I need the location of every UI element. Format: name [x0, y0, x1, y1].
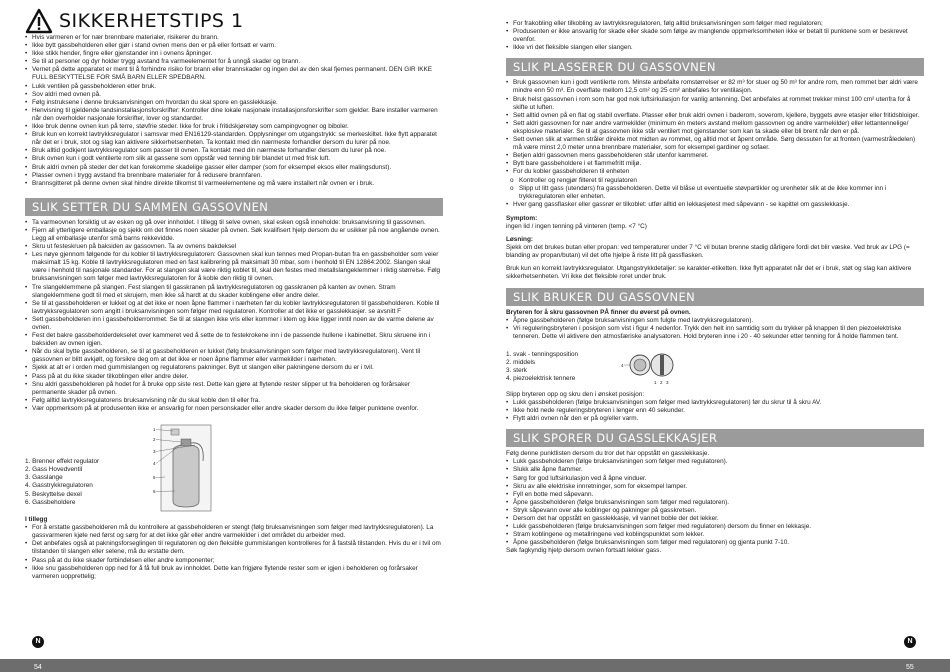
list-item: • For å erstatte gassbeholderen må du kontrollere at gassbeholderen er stengt (følg bruksanvisningen som følger med lavtrykksregulatoren). La gassvarmeren kjøle ned først og sørg for at det ikke går eller andre varmekilder i det området du arbeider med.	[25, 524, 443, 540]
solution-text: Sjekk om det brukes butan eller propan: ved temperaturer under 7 °C vil butan brenne stadig dårligere fordi det blir væske. Ved bruk av LPG (= blanding av propan/butan) vil det ofte hjelpe å riste litt på gassflasken.	[506, 244, 910, 260]
list-item: • Betjen aldri gassovnen mens gassbeholderen står utenfor kammeret.	[506, 152, 924, 160]
list-item: • Se til at gassbeholderen er lukket og at det ikke er noen åpne flammer i nærheten før du kobler lavtrykksregulatoren til gassbeholderen. Koble til lavtrykksregulatoren som angitt i bruksanvisningen som følger med regulatoren. Kontroller at det ikke er gasslekkasjer. se avsnitt F	[25, 300, 443, 316]
legend-item: 1. Brenner effekt regulator	[25, 457, 100, 465]
list-item: • Dersom det har oppstått en gasslekkasje, vil vannet boble der det lekker.	[506, 515, 924, 523]
list-item: • Vær oppmerksom på at produsenten ikke er ansvarlig for noen personskader eller andre skader dersom du ikke følger punktene ovenfor.	[25, 405, 443, 413]
list-item: • Bytt bare gassbeholdere i et flammefritt miljø.	[506, 160, 924, 168]
list-item: • Ta varmeovnen forsiktig ut av esken og gå over innholdet. I tillegg til selve ovnen, skal esken også inneholde: bruksanvisning til gassovnen.	[25, 219, 443, 227]
list-item: • Sov aldri med ovnen på.	[25, 91, 443, 99]
diagram-label-1: 1	[153, 427, 156, 433]
diagram-label-6: 6	[153, 489, 156, 495]
list-item: • Ikke bytt gassbeholderen eller gjør i stand ovnen mens den er på eller fortsatt er varm.	[25, 42, 443, 50]
list-item: • For frakobling eller tilkobling av lavtrykksregulatoren, følg alltid bruksanvisningen som følger med regulatoren;	[506, 20, 924, 28]
legend-item: 3. sterk	[506, 366, 527, 374]
list-item: • Se til at personer og dyr holder trygg avstand fra varmeelementet for å unngå skader og brann.	[25, 58, 443, 66]
knob-label-3: 3	[666, 379, 669, 385]
legend-item: 4. Gasstrykkregulatoren	[25, 482, 93, 490]
list-item: • Hvis varmeren er for nær brennbare materialer, risikerer du brann.	[25, 34, 443, 42]
addition-title: I tillegg	[25, 516, 48, 524]
list-item: • Ikke hold nede reguleringsbryteren i lenger enn 40 sekunder.	[506, 407, 924, 415]
list-item: • Bruk alltid godkjent lavtrykksregulator som passer til ovnen. Ta kontakt med din nærmeste forhandler dersom du lurer på noe.	[25, 147, 443, 155]
list-item: • Stryk såpevann over alle koblinger og pakninger på gasskretsen.	[506, 507, 924, 515]
list-item: • Stram koblingene og metallringene ved koblingspunktet som lekker.	[506, 531, 924, 539]
diagram-label-3: 3	[153, 449, 156, 455]
solution-text-2: Bruk kun en korrekt lavtrykksregulator. Utgangstrykkdetaljer: se karakter-etiketten. Ikke flytt apparatet når det er i bruk, støt og slag kan aktivere sikkerhetsenheten. Vri ikke det fleksible roret under bruk.	[506, 265, 912, 281]
diagram-label-2: 2	[153, 437, 156, 443]
warning-triangle-icon	[25, 8, 53, 34]
list-subitem: o Slipp ut litt gass (utendørs) fra gassbeholderen. Dette vil blåse ut eventuelle støvpartikler og urenheter slik at de ikke kommer inn i trykkregulatoren eller enheten.	[510, 185, 924, 201]
title-row	[25, 8, 443, 34]
list-item: • Vernet på dette apparatet er ment til å forhindre risiko for brann eller brannskader og ingen del av den skal fjernes permanent. DEN GIR IKKE FULL BESKYTTELSE FOR SMÅ BARN ELLER SPEDBARN.	[25, 66, 443, 82]
legend-item: 2. Gass Hovedventil	[25, 466, 83, 474]
list-item: • Produsenten er ikke ansvarlig for skade eller skade som følge av manglende oppmerksomheten ikke er betalt til punktene som er beskrevet ovenfor.	[506, 28, 924, 44]
legend-item: 3. Gasslange	[25, 474, 63, 482]
list-item: • Skru av alle elektriske innretninger, som for eksempel lamper.	[506, 483, 924, 491]
list-item: • Pass på at du ikke skader forbindelsen eller andre komponenter;	[25, 557, 443, 565]
list-item: • Plasser ovnen i trygg avstand fra brennbare materialer for å redusere brannfaren.	[25, 172, 443, 180]
list-item: • Sjekk at alt er i orden med gummislangen og regulatorens pakninger. Bytt ut slangen eller pakningene dersom du er i tvil.	[25, 364, 443, 372]
leak-intro: Følg denne punktlisten dersom du tror det har oppstått en gasslekkasje.	[506, 450, 710, 458]
legend-item: 4. piezoelektrisk tennere	[506, 375, 576, 383]
page-title: SIKKERHETSTIPS 1	[59, 10, 244, 32]
symptom-text: ingen lid / ingen tenning på vinteren (temp. <7 °C)	[506, 222, 647, 230]
list-item: • Sett alltid ovnen på en flat og stabil overflate. Plasser eller bruk aldri ovnen i baderom, soverom, kjellere, byggets øvre etasjer eller fritidsbloiger.	[506, 112, 924, 120]
diagram-label-4: 4	[153, 461, 156, 467]
list-item: • Bruk helst gassovnen i rom som har god nok luftsirkulasjon for vanlig antenning. Det anbefales at rommet trekker minst 100 cm² utenfra for å skifte ut luften.	[506, 96, 924, 112]
symptom-title: Symptom:	[506, 214, 538, 222]
section-header-placement: SLIK PLASSERER DU GASSOVNEN	[506, 58, 924, 76]
left-page	[25, 0, 443, 581]
list-item: • Lukk gassbeholderen (følge bruksanvisningen som følger med regulatoren) dersom du finner en lekkasje.	[506, 523, 924, 531]
right-page	[506, 0, 924, 556]
list-item: • Ikke stikk hender, fingre eller gjenstander inn i ovnens åpninger.	[25, 50, 443, 58]
knob-diagram-area	[506, 347, 924, 387]
list-item: • Fest det bakre gassbeholderdekselet over kammeret ved å sette de to festekrokene inn i de passende hullene i kabinettet. Skru skruene inn i baksiden av ovnen igjen.	[25, 332, 443, 348]
gas-bottle-diagram	[135, 421, 225, 513]
placement-list	[506, 79, 924, 209]
parts-legend	[25, 458, 135, 513]
leak-list	[506, 458, 924, 547]
footer-bar	[0, 659, 950, 672]
list-item: • Bruk kun en korrekt lavtrykksregulator i samsvar med EN16129-standarden. Opplysninger om utgangstrykk: se merkeskiltet. Ikke flytt apparatet når det er i bruk, stot og slag kan aktivere sikkerhetsenheten. Ta kontakt med din nærmeste forhandler dersom du lurer på noe.	[25, 131, 443, 147]
solution-title: Løsning:	[506, 236, 533, 244]
knob-legend	[506, 351, 618, 384]
list-item: • Pass på at du ikke skader tilkoblingen eller andre deler.	[25, 373, 443, 381]
list-item: • Flytt aldri ovnen når den er på og/eller varm.	[506, 415, 924, 423]
safety-list	[25, 34, 443, 188]
list-item: • Bruk ovnen kun i godt ventilerte rom slik at gassene som oppstår ved tenning blir blandet ut med frisk luft.	[25, 155, 443, 163]
list-item: • Bruk aldri ovnen på steder der det kan forekomme skadelige gasser eller damper (som for eksempel eksos eller malingsdunst).	[25, 164, 443, 172]
list-subitem: o Kontroller og rengjør filteret til regulatoren	[510, 177, 924, 185]
legend-item: 6. Gassbeholdere	[25, 498, 76, 506]
usage-intro: Bryteren for å skru gassovnen PÅ finner du øverst på ovnen.	[506, 308, 691, 316]
knob-label-2: 2	[660, 379, 663, 385]
legend-item: 5. Beskyttelse dexel	[25, 490, 82, 498]
list-item: • Vri reguleringsbryteren i posisjon som vist i figur 4 nedenfor. Trykk den helt inn samtidig som du trykker på knappen til den piezoelektriske tenneren. Dette vil aktivere den atmosfæriske analysatoren. Hold bryteren inne i 20 - 40 sekunder etter tenning for å holde flammen tent.	[506, 325, 924, 341]
top-list	[506, 20, 924, 52]
list-item: • Hver gang gassflasker eller gassrør er tilkoblet: utfør alltid en lekkasjetest med såpevann - se kapittel om gasslekkasje.	[506, 201, 924, 209]
list-item: • Snu aldri gassbeholderen på hodet for å bruke opp siste rest. Dette kan gjøre at flytende rester slipper ut fra beholderen og forårsaker permanente skader på ovnen.	[25, 381, 443, 397]
legend-item: 2. middels	[506, 358, 536, 366]
list-item: • Åpne gassbeholderen (følge bruksanvisningen som følger med regulatoren).	[506, 499, 924, 507]
list-item: • Lukk gassbeholderen (følge bruksanvisningen som følger med lavtrykksregulatoren) før du skrur til å skru AV.	[506, 399, 924, 407]
list-item: • Sett gassbeholderen inn i gassbeholderrommet. Se til at slangen ikke vris eller kommer i klem og ikke ligger inntil noen av de varme delene av ovnen.	[25, 316, 443, 332]
list-item: • Følg instruksene i denne bruksanvisningen om hvordan du skal spore en gasslekkasje.	[25, 99, 443, 107]
control-knob-diagram	[618, 347, 684, 387]
list-item: • Lukk gassbeholderen (følge bruksanvisningen som følger med regulatoren).	[506, 458, 924, 466]
list-item: • Les nøye gjennom følgende for du kobler til lavtrykksregulatoren: Gassovnen skal kun tennes med Propan-butan fra en gassbeholder som veier maksimalt 15 kg. Koble til lavtrykksregulatoren med en fast kalibrering på maksimalt 30 mbar, som i henhold til EN 12864:2002. Slangen skal være i henhold til nasjonale standarder. For at slangen skal være riktig koblet til, skal den festes med metallslangeklemmer i riktig størrelse. Følg bruksanvisningen som følger med lavtrykksregulatoren for å koble den riktig til ovnen.	[25, 251, 443, 283]
legend-item: 1. svak - tenningsposition	[506, 350, 579, 358]
list-item: • Henvisning til gjeldende landsinstallasjonsforskrifter: Kontroller dine lokale nasjonale installasjonsforskrifter som gjelder. Bare installer varmeren når den overholder nasjonale forskrifter, lover og standarder.	[25, 107, 443, 123]
list-item: • Ikke snu gassbeholderen opp ned for å få full bruk av innholdet. Dette kan frigjøre flytende rester som er igjen i beholderen og forårsaker varmeren uopprettelig;	[25, 565, 443, 581]
usage-list-2	[506, 399, 924, 423]
list-item: • Åpne gassbeholderen (følge bruksanvisningen som fulgte med lavtrykksregulatoren).	[506, 317, 924, 325]
list-item: • For du kobler gassbeholderen til enheten	[506, 168, 924, 176]
list-item: • Skru ut festeskruen på baksiden av gassovnen. Ta av ovnens bakdeksel	[25, 243, 443, 251]
list-item: • Det anbefales også at pakningsforseglingen til regulatoren og den fleksible gummislangen kontrolleres for å fastslå tilstanden. Hvis du er i tvil om tilstanden til slangen eller selene, må du erstatte dem.	[25, 540, 443, 556]
addition-list	[25, 524, 443, 581]
parts-diagram-area	[25, 421, 443, 513]
list-item: • Følg alltid lavtrykksregulatorens bruksanvisning når du skal koble den til eller fra.	[25, 397, 443, 405]
usage-after: Slipp bryteren opp og skru den i ønsket posisjon:	[506, 390, 645, 398]
page-number-right: 55	[906, 664, 914, 671]
list-item: • Sett aldri gassovnen for nær andre varmekilder (minimum én meters avstand mellom gassovnen og andre varmekilder) eller lettantennelige/ eksplosive materialer. Se til at gassovnen ikke står ventilert mot gjenstander som kan ta skade eller bli brent når den er på.	[506, 120, 924, 136]
language-badge-left: N	[32, 636, 44, 648]
list-item: • Tre slangeklemmene på slangen. Fest slangen til gasskranen på lavtrykksregulatoren og gasskranen på kanten av ovnen. Stram slangeklemmene godt til med et skrujern, men ikke så hardt at du skader koblingene eller andre deler.	[25, 284, 443, 300]
language-badge-right: N	[904, 636, 916, 648]
usage-list	[506, 317, 924, 341]
section-header-assembly: SLIK SETTER DU SAMMEN GASSOVNEN	[25, 198, 443, 216]
diagram-label-5: 5	[153, 475, 156, 481]
page-number-left: 54	[34, 664, 42, 671]
list-item: • Ikke bruk denne ovnen kun på terre, støvfrie steder. Ikke for bruk i fritidskjøretøy som campingvogner og biboler.	[25, 123, 443, 131]
list-item: • Bruk gassovnen kun i godt ventilerte rom. Minste anbefalte romstørrelser er 82 m³ for stuer og 50 m³ for andre rom, men rommet bør aldri være mindre enn 50 m³. En overflate mellom 12,5 cm² og 25 cm² anbefales for ventilasjon.	[506, 79, 924, 95]
list-item: • Lukk ventilen på gassbeholderen etter bruk.	[25, 83, 443, 91]
list-item: • Sørg for god luftsirkulasjon ved å åpne vinduer.	[506, 475, 924, 483]
list-item: • Ikke vri det fleksible slangen eller slangen.	[506, 44, 924, 52]
list-item: • Fjern all ytterligere emballasje og sjekk om det finnes noen skader på ovnen. Søk kvalifisert hjelp dersom du er usikker på noe angående ovnen. Legg all emballasje utenfor små barns rekkevidde.	[25, 227, 443, 243]
knob-label-4: 4	[621, 362, 624, 368]
section-header-usage: SLIK BRUKER DU GASSOVNEN	[506, 288, 924, 306]
knob-label-1: 1	[654, 379, 657, 385]
list-item: • Fyll en botte med såpevann.	[506, 491, 924, 499]
list-item: • Slukk alle åpne flammer.	[506, 466, 924, 474]
leak-last: Søk fagkyndig hjelp dersom ovnen fortsatt lekker gass.	[506, 547, 662, 555]
list-item: • Når du skal bytte gassbeholderen, se til at gassbeholderen er lukket (følg bruksanvisningen som følger med lavtrykksregulatoren). Vent til gassovnen er blitt avkjølt, og forsikre deg om at det ikke er noen åpne flammer eller varmekilder i nærheten.	[25, 348, 443, 364]
section-header-leak: SLIK SPORER DU GASSLEKKASJER	[506, 429, 924, 447]
list-item: • Åpne gassbeholderen (følge bruksanvisningen som følger med regulatoren) og gjenta punkt 7-10.	[506, 539, 924, 547]
assembly-list	[25, 219, 443, 413]
list-item: • Sett ovnen slik at varmen stråler direkte mot midten av rommet, og alltid mot et åpent område. Sørg dessuten for at fronten (varmestråledelen) må være minst 2,0 meter unna brennbare materialer, som for eksempel gardiner og sofaer.	[506, 136, 924, 152]
list-item: • Brannsgitteret på denne ovnen skal hindre direkte tilkomst til varmeelementene og må være installert når ovnen er i bruk.	[25, 180, 443, 188]
